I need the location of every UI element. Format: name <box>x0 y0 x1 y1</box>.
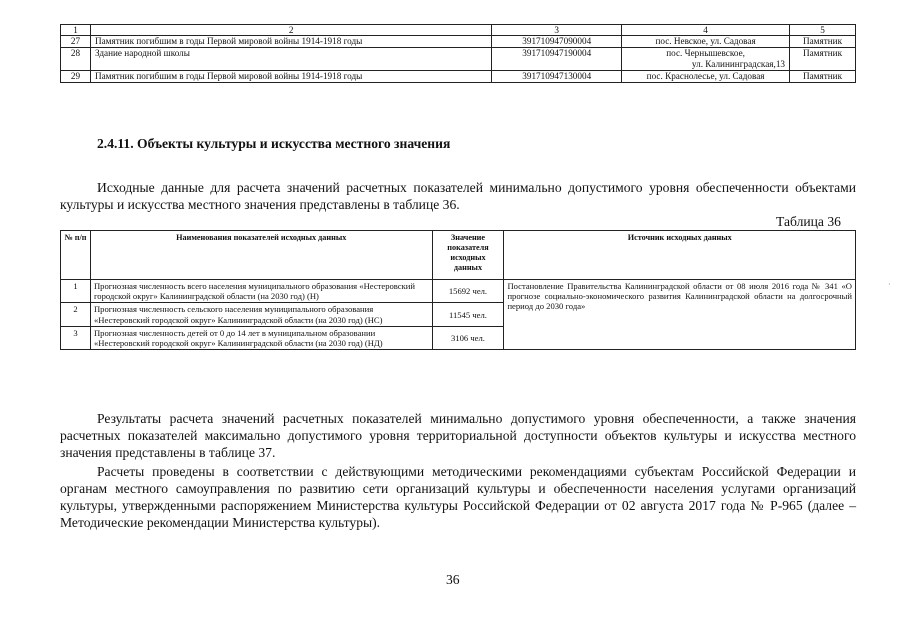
indicator-name: Прогнозная численность всего населения муниципального образования «Нестеровский городской округ» Калининградской области (на 2030 год) (Н) <box>90 280 432 303</box>
header-number: № п/п <box>61 231 91 280</box>
column-number-1: 1 <box>61 25 91 36</box>
object-name: Памятник погибшим в годы Первой мировой войны 1914-1918 годы <box>90 71 491 83</box>
row-number: 28 <box>61 48 91 71</box>
table-row <box>61 48 856 71</box>
object-type: Памятник <box>790 36 856 48</box>
monuments-table-header <box>61 25 856 36</box>
registry-code: 391710947190004 <box>492 48 622 71</box>
intro-paragraph: Исходные данные для расчета значений расчетных показателей минимально допустимого уровня обеспеченности объектами культуры и искусства местного значения представлены в таблице 36. <box>60 180 856 212</box>
header-indicator-name: Наименования показателей исходных данных <box>90 231 432 280</box>
object-name: Памятник погибшим в годы Первой мировой войны 1914-1918 годы <box>90 36 491 48</box>
indicator-value: 11545 чел. <box>432 303 504 326</box>
page-number: 36 <box>446 572 460 587</box>
column-number-4: 4 <box>622 25 790 36</box>
object-address: пос. Краснолесье, ул. Садовая <box>622 71 790 83</box>
address-line-2: ул. Калининградская,13 <box>691 59 786 69</box>
object-address <box>622 48 790 71</box>
indicator-value: 3106 чел. <box>432 326 504 349</box>
margin-mark: · <box>888 280 891 289</box>
column-number-2: 2 <box>90 25 491 36</box>
source-data-table-header <box>61 231 856 280</box>
indicator-name: Прогнозная численность детей от 0 до 14 лет в муниципальном образовании «Нестеровский городской округ» Калининградской области (на 2030 год) (НД) <box>90 326 432 349</box>
address-line-1: пос. Чернышевское, <box>666 48 745 58</box>
monuments-table <box>60 24 856 83</box>
row-number: 29 <box>61 71 91 83</box>
column-number-5: 5 <box>790 25 856 36</box>
header-value: Значение показателя исходных данных <box>432 231 504 280</box>
row-number: 2 <box>61 303 91 326</box>
table-row <box>61 71 856 83</box>
calculation-paragraph: Расчеты проведены в соответствии с действующими методическими рекомендациями субъектам Российской Федерации и органам местного самоуправления по развитию сети организаций культуры и обеспеченности населения услугами организаций культуры, утвержденными распоряжением Министерства культуры Российской Федерации от 02 августа 2017 года № Р-965 (далее – Методические рекомендации Министерства культуры). <box>60 464 856 530</box>
indicator-value: 15692 чел. <box>432 280 504 303</box>
object-type: Памятник <box>790 48 856 71</box>
registry-code: 391710947130004 <box>492 71 622 83</box>
row-number: 1 <box>61 280 91 303</box>
row-number: 27 <box>61 36 91 48</box>
registry-code: 391710947090004 <box>492 36 622 48</box>
indicator-name: Прогнозная численность сельского населения муниципального образования «Нестеровский городской округ» Калининградской области (на 2030 год) (НС) <box>90 303 432 326</box>
object-type: Памятник <box>790 71 856 83</box>
row-number: 3 <box>61 326 91 349</box>
object-name: Здание народной школы <box>90 48 491 71</box>
table-row <box>61 36 856 48</box>
section-heading: 2.4.11. Объекты культуры и искусства местного значения <box>97 136 451 151</box>
table-row <box>61 280 856 303</box>
object-address: пос. Невское, ул. Садовая <box>622 36 790 48</box>
source-data-table <box>60 230 856 350</box>
results-paragraph: Результаты расчета значений расчетных показателей минимально допустимого уровня обеспеченности, а также значения расчетных показателей максимально допустимого уровня территориальной доступности объектов культуры и искусства местного значения представлены в таблице 37. <box>60 411 856 460</box>
data-source: Постановление Правительства Калининградской области от 08 июля 2016 года № 341 «О прогнозе социально-экономического развития Калининградской области на долгосрочный период до 2030 года» <box>504 280 856 350</box>
table-caption: Таблица 36 <box>776 214 841 229</box>
column-number-3: 3 <box>492 25 622 36</box>
header-source: Источник исходных данных <box>504 231 856 280</box>
